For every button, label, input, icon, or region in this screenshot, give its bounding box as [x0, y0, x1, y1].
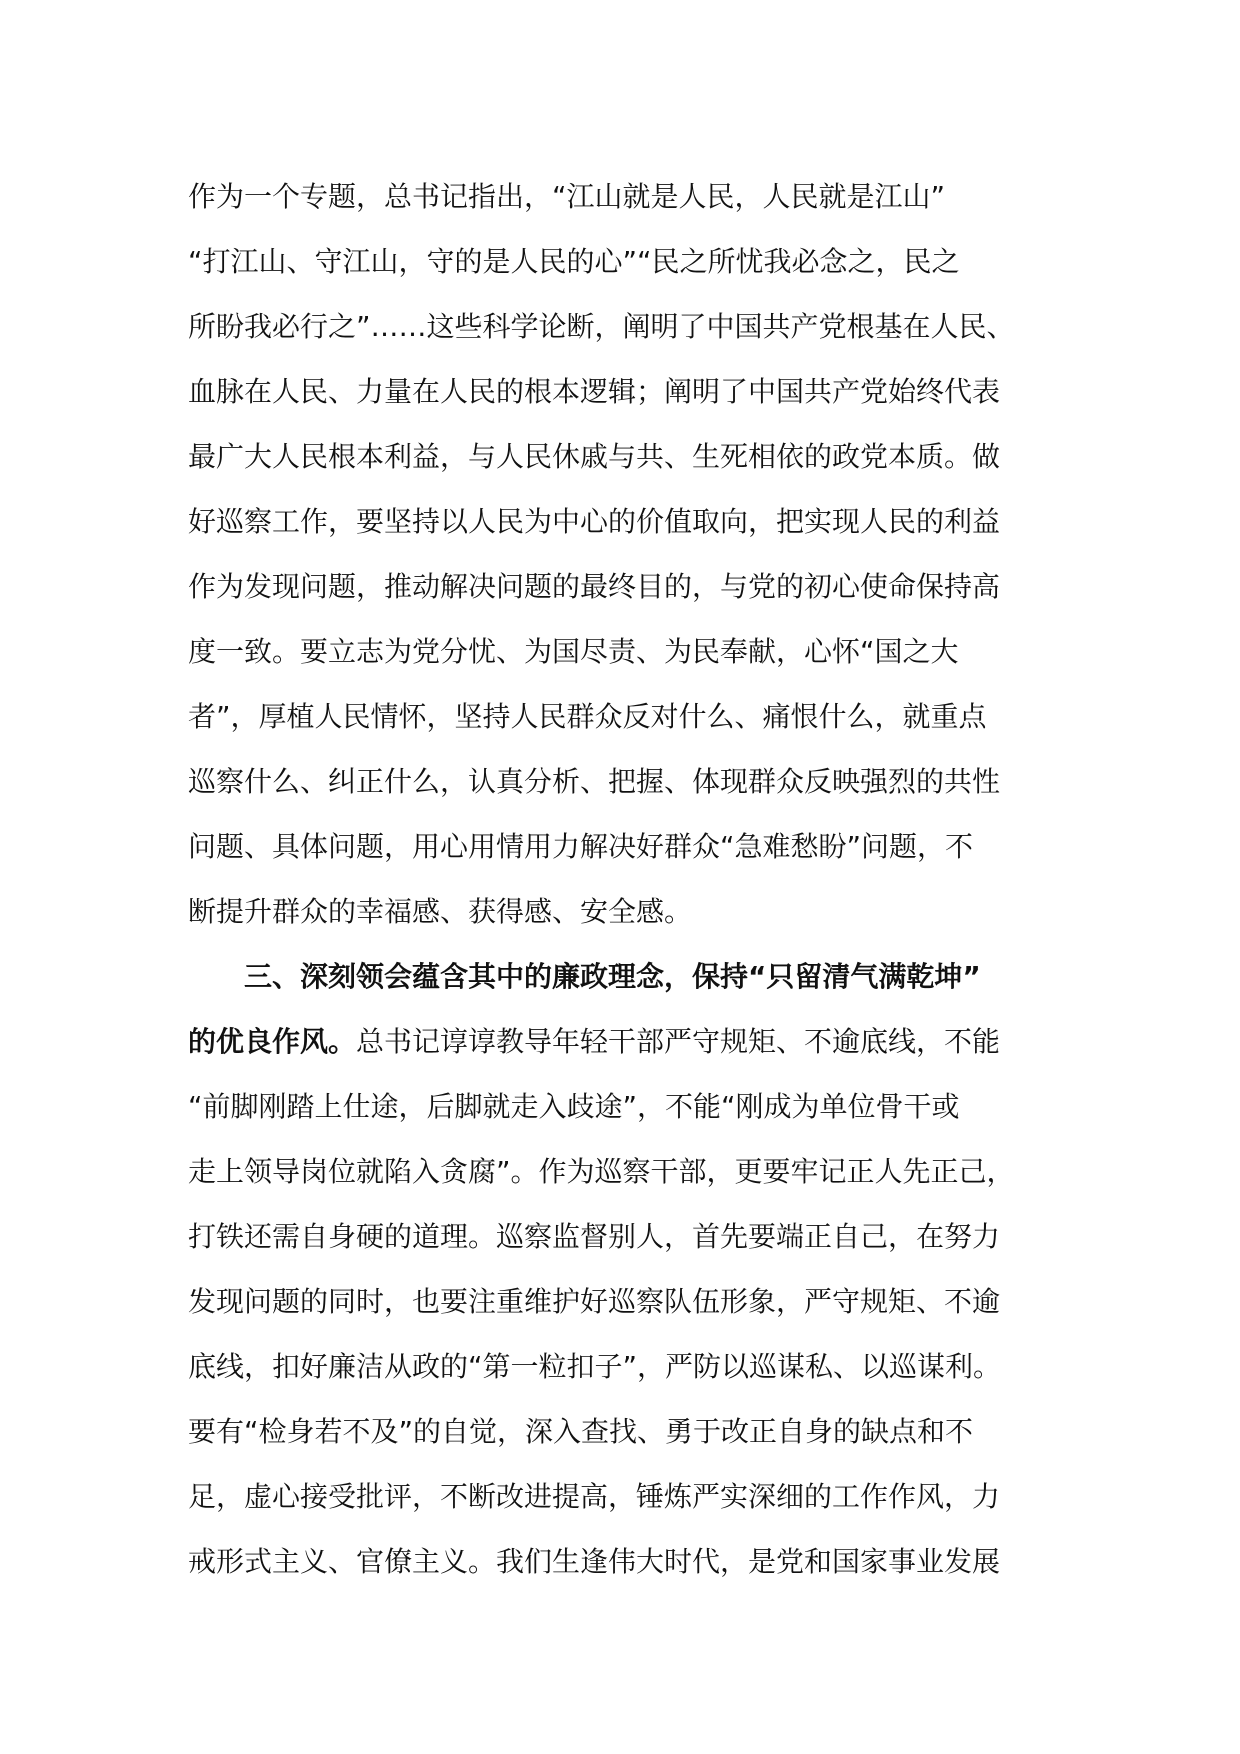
section-heading: 三、深刻领会蕴含其中的廉政理念，保持“只留清气满乾坤”: [244, 960, 981, 993]
paragraph-line: 者”，厚植人民情怀，坚持人民群众反对什么、痛恨什么，就重点: [188, 700, 987, 733]
paragraph-2: [188, 944, 1088, 1594]
paragraph-line: 足，虚心接受批评，不断改进提高，锤炼严实深细的工作作风，力: [188, 1480, 1001, 1513]
paragraph-line: 要有“检身若不及”的自觉，深入查找、勇于改正自身的缺点和不: [188, 1415, 974, 1448]
section-heading-continuation: 的优良作风。: [188, 1025, 357, 1058]
paragraph-line: 断提升群众的幸福感、获得感、安全感。: [188, 895, 693, 928]
paragraph-line: 度一致。要立志为党分忧、为国尽责、为民奉献，心怀“国之大: [188, 635, 959, 668]
paragraph-line: “打江山、守江山，守的是人民的心”“民之所忧我必念之，民之: [188, 245, 960, 278]
paragraph-line: [188, 1009, 1088, 1074]
paragraph-line: 巡察什么、纠正什么，认真分析、把握、体现群众反映强烈的共性: [188, 765, 1001, 798]
paragraph-line: 所盼我必行之”……这些科学论断，阐明了中国共产党根基在人民、: [188, 310, 1015, 343]
paragraph-line: 走上领导岗位就陷入贪腐”。作为巡察干部，更要牢记正人先正己，: [188, 1155, 1015, 1188]
paragraph-line: 底线，扣好廉洁从政的“第一粒扣子”，严防以巡谋私、以巡谋利。: [188, 1350, 1002, 1383]
paragraph-line: 最广大人民根本利益，与人民休戚与共、生死相依的政党本质。做: [188, 440, 1001, 473]
paragraph-line: 血脉在人民、力量在人民的根本逻辑；阐明了中国共产党始终代表: [188, 375, 1001, 408]
paragraph-1: [188, 164, 1088, 944]
paragraph-line: 作为发现问题，推动解决问题的最终目的，与党的初心使命保持高: [188, 570, 1001, 603]
paragraph-line: 作为一个专题，总书记指出，“江山就是人民，人民就是江山”: [188, 180, 946, 213]
paragraph-line: 问题、具体问题，用心用情用力解决好群众“急难愁盼”问题，不: [188, 830, 974, 863]
paragraph-line: “前脚刚踏上仕途，后脚就走入歧途”，不能“刚成为单位骨干或: [188, 1090, 960, 1123]
paragraph-line: 发现问题的同时，也要注重维护好巡察队伍形象，严守规矩、不逾: [188, 1285, 1001, 1318]
body-text: [188, 164, 1088, 1594]
paragraph-line: 好巡察工作，要坚持以人民为中心的价值取向，把实现人民的利益: [188, 505, 1001, 538]
paragraph-line: 戒形式主义、官僚主义。我们生逢伟大时代，是党和国家事业发展: [188, 1545, 1001, 1578]
paragraph-line: 打铁还需自身硬的道理。巡察监督别人，首先要端正自己，在努力: [188, 1220, 1001, 1253]
paragraph-text: 总书记谆谆教导年轻干部严守规矩、不逾底线，不能: [356, 1025, 1001, 1058]
